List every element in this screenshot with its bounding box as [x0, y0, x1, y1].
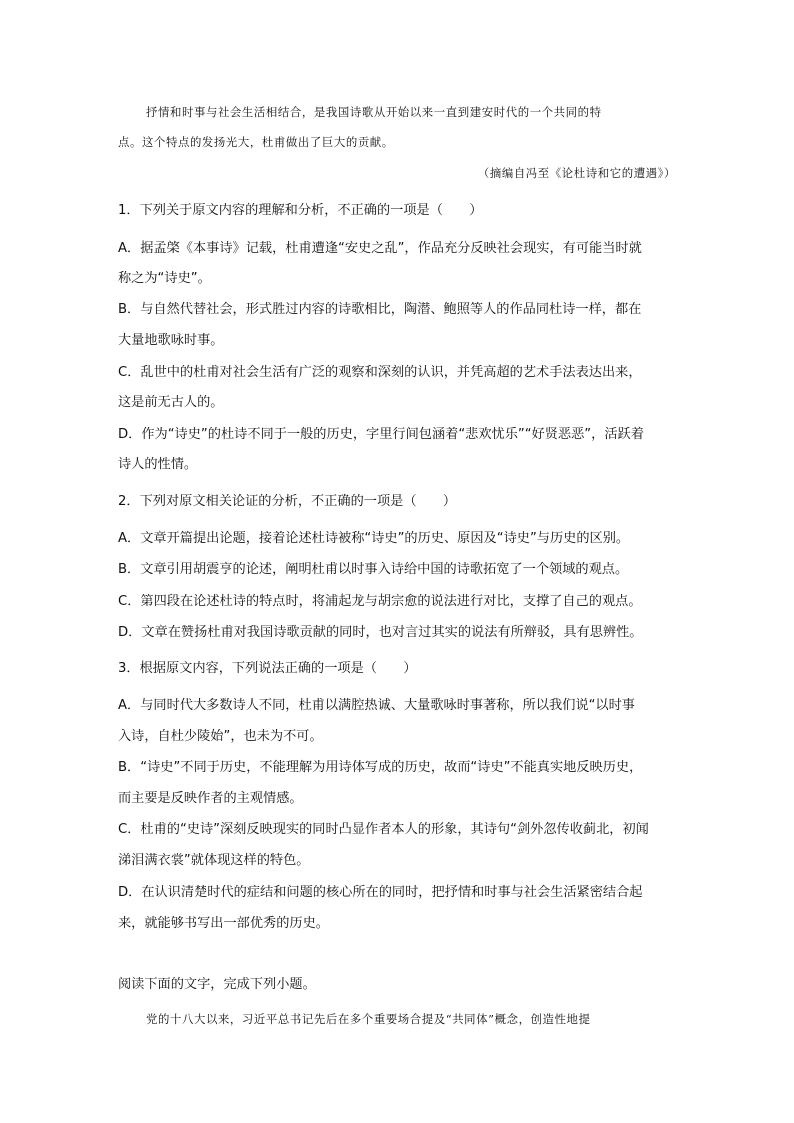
option-line: A．据孟棨《本事诗》记载，杜甫遭逢“安史之乱”，作品充分反映社会现实，有可能当时就 [118, 241, 642, 256]
option-line: A．文章开篇提出论题，接着论述杜诗被称“诗史”的历史、原因及“诗史”与历史的区别。 [118, 531, 630, 546]
passage-line: 抒情和时事与社会生活相结合，是我国诗歌从开始以来一直到建安时代的一个共同的特 [146, 105, 602, 119]
passage-line: 点。这个特点的发扬光大，杜甫做出了巨大的贡献。 [118, 135, 394, 149]
option-line: C．乱世中的杜甫对社会生活有广泛的观察和深刻的认识，并凭高超的艺术手法表达出来， [118, 365, 642, 380]
option-line: B．文章引用胡震亨的论述，阐明杜甫以时事入诗给中国的诗歌拓宽了一个领域的观点。 [118, 562, 629, 577]
section-instruction: 阅读下面的文字，完成下列小题。 [118, 977, 316, 992]
option-line: 这是前无古人的。 [118, 395, 224, 410]
option-line: C．杜甫的“史诗”深刻反映现实的同时凸显作者本人的形象，其诗句“剑外忽传收蓟北，初闻 [118, 822, 649, 837]
option-line: 入诗，自杜少陵始”，也未为不可。 [118, 729, 323, 744]
option-line: D．作为“诗史”的杜诗不同于一般的历史，字里行间包涵着“悲欢忧乐”“好贤恶恶”，活跃着 [118, 427, 644, 442]
option-line: 涕泪满衣裳”就体现这样的特色。 [118, 853, 310, 868]
option-line: 称之为“诗史”。 [118, 271, 211, 286]
question-stem: 3．根据原文内容，下列说法正确的一项是（ ） [118, 661, 417, 676]
option-line: D．文章在赞扬杜甫对我国诗歌贡献的同时，也对言过其实的说法有所辩驳，具有思辨性。 [118, 625, 643, 640]
passage-line: 党的十八大以来，习近平总书记先后在多个重要场合提及“共同体”概念，创造性地提 [146, 1012, 591, 1026]
option-line: 而主要是反映作者的主观情感。 [118, 791, 303, 806]
passage-source: （摘编自冯至《论杜诗和它的遭遇》） [477, 166, 676, 180]
option-line: 大量地歌咏时事。 [118, 333, 224, 348]
option-line: C．第四段在论述杜诗的特点时，将浦起龙与胡宗愈的说法进行对比，支撑了自己的观点。 [118, 594, 642, 609]
option-line: B．与自然代替社会，形式胜过内容的诗歌相比，陶潜、鲍照等人的作品同杜诗一样，都在 [118, 302, 642, 317]
option-line: 诗人的性情。 [118, 457, 198, 472]
option-line: A．与同时代大多数诗人不同，杜甫以满腔热诚、大量歌咏时事著称，所以我们说“以时事 [118, 698, 635, 713]
option-line: D．在认识清楚时代的症结和问题的核心所在的同时，把抒情和时事与社会生活紧密结合起 [118, 885, 643, 900]
option-line: B．“诗史”不同于历史，不能理解为用诗体写成的历史，故而“诗史”不能真实地反映历史， [118, 760, 643, 775]
question-stem: 2．下列对原文相关论证的分析，不正确的一项是（ ） [118, 494, 457, 509]
question-stem: 1．下列关于原文内容的理解和分析，不正确的一项是（ ） [118, 203, 483, 218]
option-line: 来，就能够书写出一部优秀的历史。 [118, 916, 329, 931]
